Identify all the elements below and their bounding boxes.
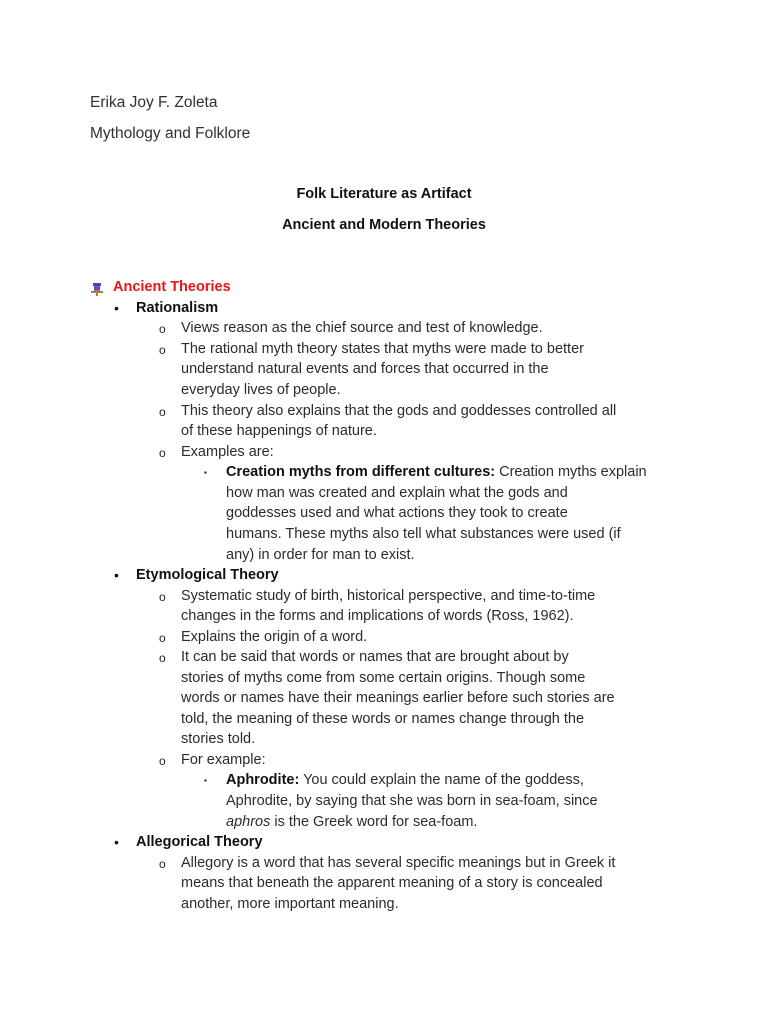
list-item: of these happenings of nature. [181, 423, 377, 439]
bullet-icon: o [159, 446, 166, 460]
list-item: Examples are: [181, 444, 274, 460]
example-italic-term: aphros [226, 814, 271, 830]
list-item: told, the meaning of these words or names change through the [181, 711, 585, 727]
example-line: Aphrodite, by saying that she was born in sea-foam, since [226, 793, 598, 809]
list-item: means that beneath the apparent meaning of a story is concealed [181, 875, 603, 891]
list-item: This theory also explains that the gods and goddesses controlled all [181, 403, 617, 419]
bullet-icon: o [159, 857, 166, 871]
document-subtitle: Ancient and Modern Theories [282, 217, 486, 233]
theory-heading-allegorical: Allegorical Theory [136, 834, 263, 850]
author-name: Erika Joy F. Zoleta [90, 94, 218, 111]
list-item: For example: [181, 752, 266, 768]
list-item: everyday lives of people. [181, 382, 341, 398]
bullet-icon: o [159, 631, 166, 645]
example-line: how man was created and explain what the gods and [226, 485, 568, 501]
bullet-icon: • [114, 300, 119, 316]
bullet-icon: ▪ [204, 776, 207, 785]
list-item: Systematic study of birth, historical perspective, and time-to-time [181, 588, 596, 604]
example-text: is the Greek word for sea-foam. [270, 814, 478, 830]
example-term: Creation myths from different cultures: [226, 464, 496, 480]
list-item: words or names have their meanings earlier before such stories are [181, 690, 615, 706]
bullet-icon: o [159, 343, 166, 357]
example-term: Aphrodite: [226, 772, 300, 788]
example-line: any) in order for man to exist. [226, 547, 415, 563]
list-item: It can be said that words or names that are brought about by [181, 649, 569, 665]
example-line [226, 464, 647, 480]
list-item: understand natural events and forces that occurred in the [181, 361, 549, 377]
list-item: Allegory is a word that has several specific meanings but in Greek it [181, 855, 616, 871]
list-item: Explains the origin of a word. [181, 629, 368, 645]
bullet-icon: o [159, 754, 166, 768]
section-heading: Ancient Theories [113, 279, 231, 295]
list-item: Views reason as the chief source and test of knowledge. [181, 320, 543, 336]
list-item: The rational myth theory states that myths were made to better [181, 341, 584, 357]
bullet-icon: o [159, 651, 166, 665]
list-item: changes in the forms and implications of words (Ross, 1962). [181, 608, 574, 624]
list-item: stories told. [181, 731, 256, 747]
document-title: Folk Literature as Artifact [296, 186, 472, 202]
example-line [226, 814, 477, 830]
example-line [226, 772, 584, 788]
theory-heading-rationalism: Rationalism [136, 300, 219, 316]
bullet-icon: o [159, 405, 166, 419]
list-item: another, more important meaning. [181, 896, 399, 912]
example-text: Creation myths explain [495, 464, 647, 480]
bullet-icon: • [114, 567, 119, 583]
bullet-icon: o [159, 590, 166, 604]
list-item: stories of myths come from some certain origins. Though some [181, 670, 586, 686]
pin-icon [88, 280, 106, 298]
course-name: Mythology and Folklore [90, 125, 251, 142]
example-line: humans. These myths also tell what substances were used (if [226, 526, 621, 542]
bullet-icon: • [114, 834, 119, 850]
bullet-icon: o [159, 322, 166, 336]
theory-heading-etymological: Etymological Theory [136, 567, 279, 583]
example-text: You could explain the name of the goddess, [299, 772, 584, 788]
bullet-icon: ▪ [204, 468, 207, 477]
example-line: goddesses used and what actions they took to create [226, 505, 568, 521]
